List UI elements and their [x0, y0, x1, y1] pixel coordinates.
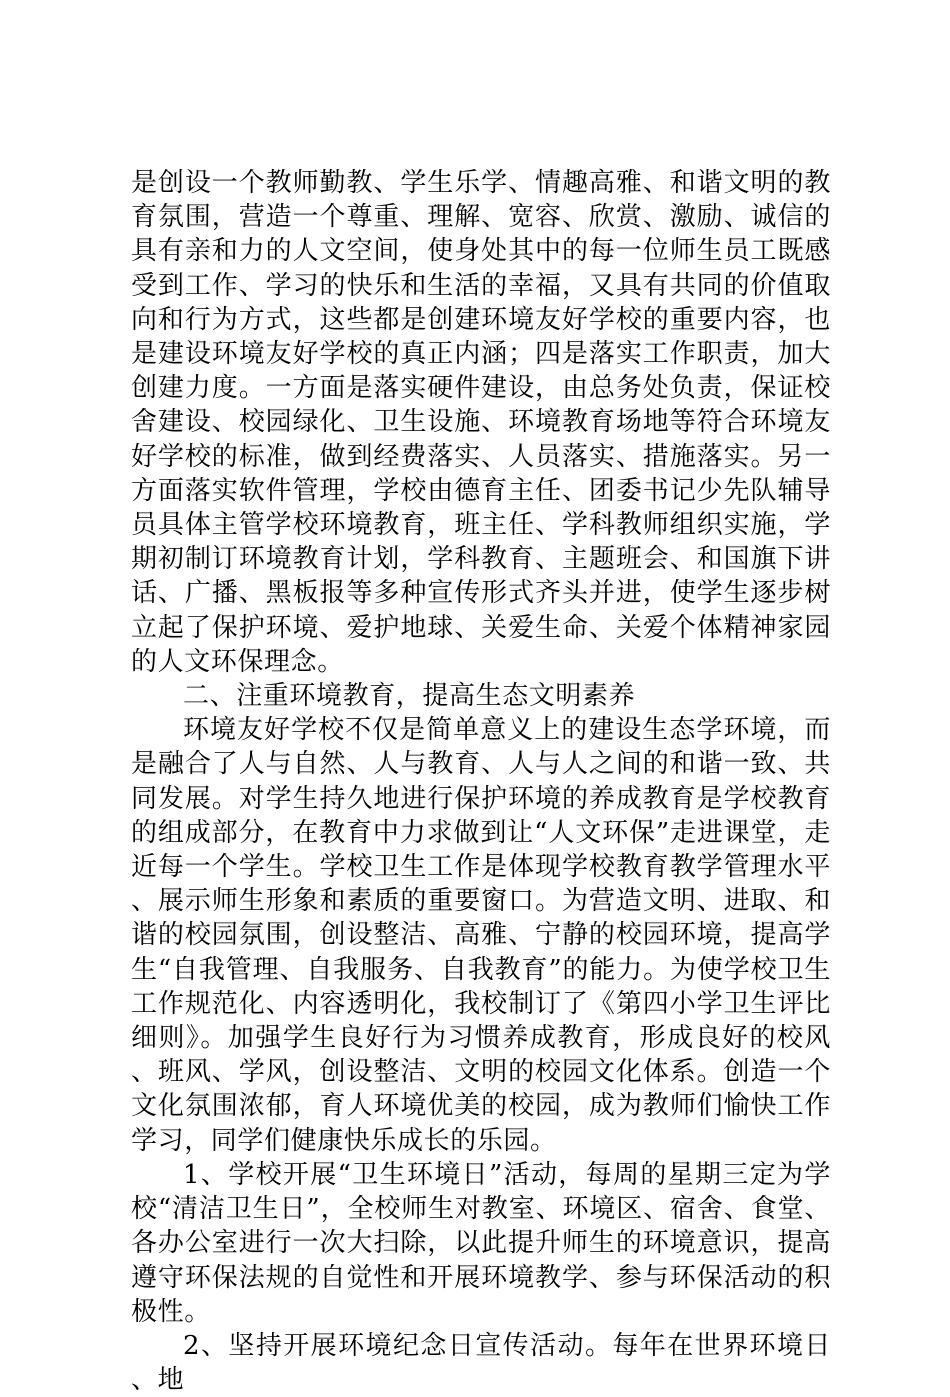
paragraph-item-1: 1、学校开展“卫生环境日”活动，每周的星期三定为学校“清洁卫生日”，全校师生对教室、环境区、宿舍、食堂、各办公室进行一次大扫除，以此提升师生的环境意识，提高遵守环保法规的自觉性和开展环境教学、参与环保活动的积极性。	[131, 1159, 831, 1327]
paragraph-item-2: 2、坚持开展环境纪念日宣传活动。每年在世界环境日、地	[131, 1330, 831, 1396]
document-body	[131, 166, 831, 1397]
paragraph-continuation: 是创设一个教师勤教、学生乐学、情趣高雅、和谐文明的教育氛围，营造一个尊重、理解、宽容、欣赏、激励、诚信的具有亲和力的人文空间，使身处其中的每一位师生员工既感受到工作、学习的快乐和生活的幸福，又具有共同的价值取向和行为方式，这些都是创建环境友好学校的重要内容，也是建设环境友好学校的真正内涵；四是落实工作职责，加大创建力度。一方面是落实硬件建设，由总务处负责，保证校舍建设、校园绿化、卫生设施、环境教育场地等符合环境友好学校的标准，做到经费落实、人员落实、措施落实。另一方面落实软件管理，学校由德育主任、团委书记少先队辅导员具体主管学校环境教育，班主任、学科教师组织实施，学期初制订环境教育计划，学科教育、主题班会、和国旗下讲话、广播、黑板报等多种宣传形式齐头并进，使学生逐步树立起了保护环境、爱护地球、关爱生命、关爱个体精神家园的人文环保理念。	[131, 168, 831, 677]
section-heading: 二、注重环境教育，提高生态文明素养	[183, 681, 636, 712]
paragraph-body: 环境友好学校不仅是简单意义上的建设生态学环境，而是融合了人与自然、人与教育、人与人之间的和谐一致、共同发展。对学生持久地进行保护环境的养成教育是学校教育的组成部分，在教育中力求做到让“人文环保”走进课堂，走近每一个学生。学校卫生工作是体现学校教育教学管理水平、展示师生形象和素质的重要窗口。为营造文明、进取、和谐的校园氛围，创设整洁、高雅、宁静的校园环境，提高学生“自我管理、自我服务、自我教育”的能力。为使学校卫生工作规范化、内容透明化，我校制订了《第四小学卫生评比细则》。加强学生良好行为习惯养成教育，形成良好的校风、班风、学风，创设整洁、文明的校园文化体系。创造一个文化氛围浓郁，育人环境优美的校园，成为教师们愉快工作学习，同学们健康快乐成长的乐园。	[131, 715, 831, 1156]
